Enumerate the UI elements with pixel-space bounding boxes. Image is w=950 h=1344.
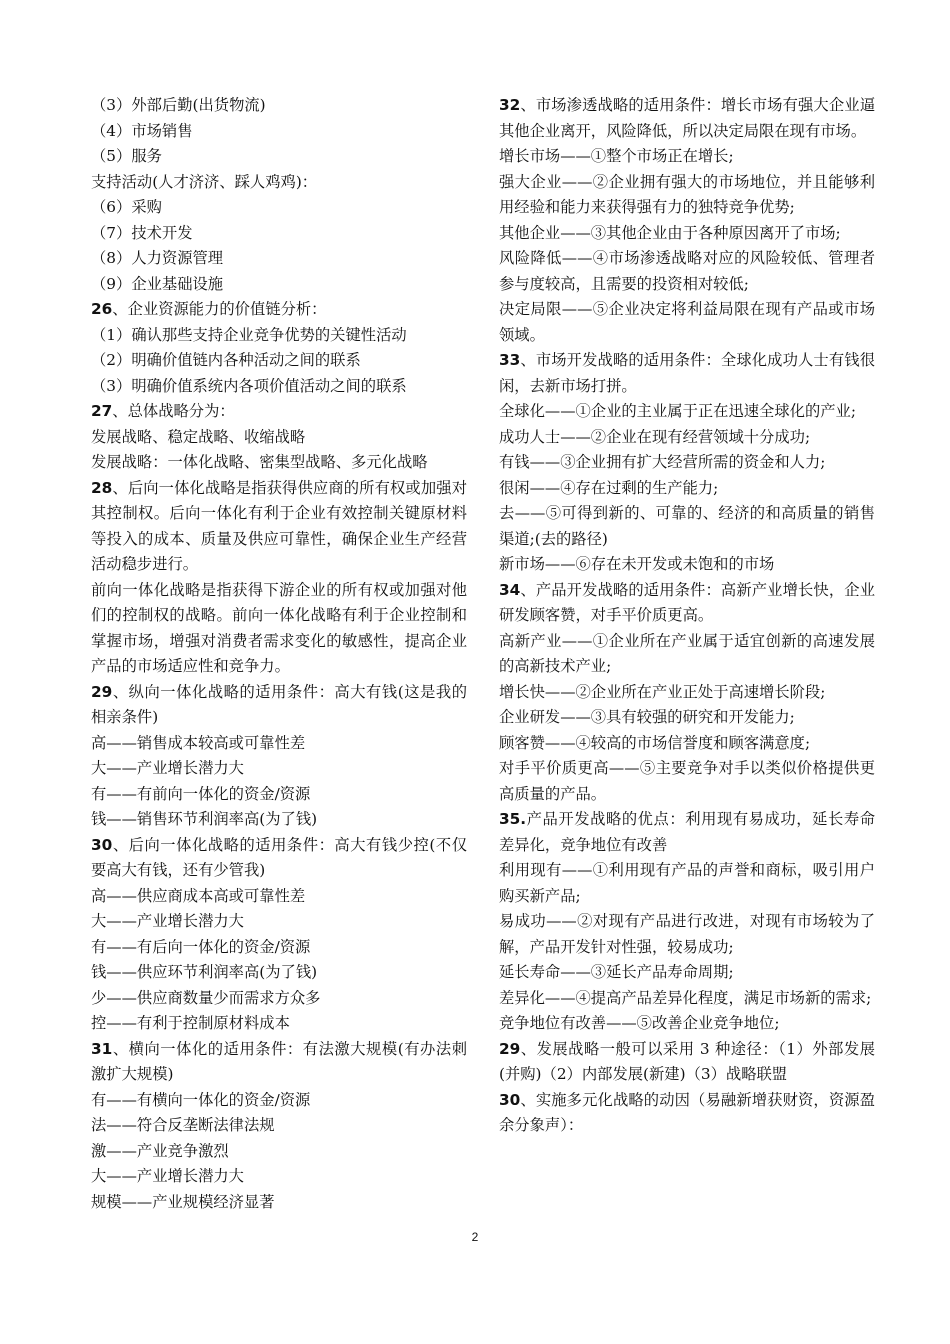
paragraph-text: 钱——供应环节利润率高(为了钱): [91, 963, 318, 981]
section-heading: [91, 833, 467, 884]
paragraph-text: 、总体战略分为：: [112, 402, 235, 420]
paragraph-text: （7）技术开发: [91, 223, 193, 242]
paragraph-text: 有钱——③企业拥有扩大经营所需的资金和人力;: [499, 453, 826, 471]
text-line: [91, 756, 467, 782]
paragraph-text: 全球化——①企业的主业属于正在迅速全球化的产业;: [499, 402, 856, 420]
paragraph-text: 去——⑤可得到新的、可靠的、经济的和高质量的销售渠道;(去的路径): [499, 504, 875, 548]
text-line: [499, 705, 875, 731]
paragraph-text: 高新产业——①企业所在产业属于适宜创新的高速发展的高新技术产业;: [499, 631, 875, 675]
paragraph-text: 钱——销售环节利润率高(为了钱): [91, 810, 318, 828]
text-line: [91, 578, 467, 680]
text-line: [499, 246, 875, 297]
section-heading: [91, 680, 467, 731]
text-line: [499, 909, 875, 960]
paragraph-text: 、企业资源能力的价值链分析：: [112, 300, 327, 318]
paragraph-text: 很闲——④存在过剩的生产能力;: [499, 478, 719, 497]
paragraph-text: 强大企业——②企业拥有强大的市场地位，并且能够利用经验和能力来获得强有力的独特竞争优势;: [499, 172, 875, 216]
paragraph-text: 支持活动(人才济济、踩人鸡鸡)：: [91, 172, 318, 191]
paragraph-text: 控——有利于控制原材料成本: [91, 1014, 290, 1032]
section-number: 35.: [499, 810, 527, 828]
paragraph-text: 顾客赞——④较高的市场信誉度和顾客满意度;: [499, 733, 811, 752]
section-number: 30: [499, 1090, 521, 1109]
paragraph-text: 利用现有——①利用现有产品的声誉和商标，吸引用户购买新产品;: [499, 861, 875, 905]
paragraph-text: 、实施多元化战略的动因（易融新增获财资，资源盈余分象声）：: [499, 1090, 875, 1134]
text-line: [91, 884, 467, 910]
section-number: 29: [499, 1039, 521, 1058]
paragraph-text: 增长市场——①整个市场正在增长;: [499, 147, 734, 165]
paragraph-text: 成功人士——②企业在现有经营领域十分成功;: [499, 427, 811, 446]
paragraph-text: （1）确认那些支持企业竞争优势的关键性活动: [91, 325, 407, 344]
paragraph-text: 前向一体化战略是指获得下游企业的所有权或加强对他们的控制权的战略。前向一体化战略有利于企业控制和掌握市场，增强对消费者需求变化的敏感性，提高企业产品的市场适应性和竞争力。: [91, 580, 467, 675]
paragraph-text: （8）人力资源管理: [91, 249, 224, 267]
text-line: [91, 1011, 467, 1037]
text-line: [91, 374, 467, 400]
page-number: 2: [471, 1230, 479, 1244]
text-line: [91, 93, 467, 119]
text-line: [499, 221, 875, 247]
paragraph-text: 、后向一体化战略是指获得供应商的所有权或加强对其控制权。后向一体化有利于企业有效控制关键原材料等投入的成本、质量及供应可靠性，确保企业生产经营活动稳步进行。: [91, 478, 467, 573]
paragraph-text: （4）市场销售: [91, 121, 193, 140]
text-line: [91, 1113, 467, 1139]
text-line: [91, 323, 467, 349]
text-line: [91, 731, 467, 757]
paragraph-text: 大——产业增长潜力大: [91, 912, 244, 930]
right-column: [499, 93, 875, 1139]
text-line: [499, 858, 875, 909]
paragraph-text: 少——供应商数量少而需求方众多: [91, 988, 321, 1007]
text-line: [499, 629, 875, 680]
section-number: 28: [91, 478, 113, 497]
paragraph-text: 有——有后向一体化的资金/资源: [91, 937, 311, 956]
text-line: [91, 807, 467, 833]
paragraph-text: 、横向一体化的适用条件：有法激大规模(有办法刺激扩大规模): [91, 1039, 467, 1083]
text-line: [91, 348, 467, 374]
section-heading: [499, 807, 875, 858]
section-number: 29: [91, 682, 113, 701]
paragraph-text: 、市场开发战略的适用条件：全球化成功人士有钱很闲，去新市场打拼。: [499, 351, 875, 395]
section-heading: [91, 399, 467, 425]
paragraph-text: 竞争地位有改善——⑤改善企业竞争地位;: [499, 1014, 780, 1032]
section-number: 30: [91, 835, 113, 854]
paragraph-text: 大——产业增长潜力大: [91, 1167, 244, 1185]
paragraph-text: 、纵向一体化战略的适用条件：高大有钱(这是我的相亲条件): [91, 682, 467, 726]
paragraph-text: 大——产业增长潜力大: [91, 759, 244, 777]
paragraph-text: 、市场渗透战略的适用条件：增长市场有强大企业逼其他企业离开，风险降低，所以决定局限在现有市场。: [499, 96, 875, 140]
section-number: 26: [91, 300, 113, 318]
paragraph-text: 产品开发战略的优点：利用现有易成功，延长寿命差异化，竞争地位有改善: [499, 810, 875, 854]
text-line: [91, 195, 467, 221]
paragraph-text: 激——产业竞争激烈: [91, 1141, 229, 1160]
paragraph-text: 发展战略、稳定战略、收缩战略: [91, 427, 306, 446]
paragraph-text: 规模——产业规模经济显著: [91, 1192, 275, 1211]
paragraph-text: 易成功——②对现有产品进行改进，对现有市场较为了解，产品开发针对性强，较易成功;: [499, 912, 875, 956]
section-number: 31: [91, 1039, 113, 1058]
text-line: [499, 756, 875, 807]
paragraph-text: （2）明确价值链内各种活动之间的联系: [91, 351, 361, 369]
text-line: [91, 119, 467, 145]
text-line: [499, 450, 875, 476]
paragraph-text: 新市场——⑥存在未开发或未饱和的市场: [499, 555, 775, 573]
paragraph-text: 对手平价质更高——⑤主要竞争对手以类似价格提供更高质量的产品。: [499, 759, 875, 803]
left-column: [91, 93, 467, 1215]
text-line: [91, 246, 467, 272]
paragraph-text: 企业研发——③具有较强的研究和开发能力;: [499, 708, 795, 726]
text-line: [499, 680, 875, 706]
text-line: [91, 170, 467, 196]
text-line: [499, 731, 875, 757]
paragraph-text: 、发展战略一般可以采用 3 种途径：（1）外部发展(并购)（2）内部发展(新建)（3）战略联盟: [499, 1039, 875, 1083]
section-heading: [499, 578, 875, 629]
paragraph-text: （6）采购: [91, 198, 162, 216]
paragraph-text: （5）服务: [91, 147, 162, 165]
text-line: [91, 144, 467, 170]
text-line: [91, 909, 467, 935]
paragraph-text: 有——有横向一体化的资金/资源: [91, 1090, 311, 1109]
text-line: [91, 1088, 467, 1114]
section-heading: [499, 1037, 875, 1088]
text-line: [499, 986, 875, 1012]
text-line: [499, 960, 875, 986]
text-line: [91, 1139, 467, 1165]
section-heading: [499, 1088, 875, 1139]
text-line: [91, 960, 467, 986]
paragraph-text: 、产品开发战略的适用条件：高新产业增长快，企业研发顾客赞，对手平价质更高。: [499, 580, 875, 624]
text-line: [499, 1011, 875, 1037]
text-line: [91, 450, 467, 476]
text-line: [499, 144, 875, 170]
text-line: [499, 501, 875, 552]
paragraph-text: 法——符合反垄断法律法规: [91, 1116, 275, 1134]
text-line: [499, 399, 875, 425]
paragraph-text: 、后向一体化战略的适用条件：高大有钱少控(不仅要高大有钱，还有少管我): [91, 835, 467, 879]
text-line: [91, 272, 467, 298]
text-line: [91, 1164, 467, 1190]
paragraph-text: 高——销售成本较高或可靠性差: [91, 733, 306, 752]
section-heading: [499, 348, 875, 399]
paragraph-text: （9）企业基础设施: [91, 274, 224, 293]
text-line: [91, 782, 467, 808]
paragraph-text: 发展战略：一体化战略、密集型战略、多元化战略: [91, 453, 428, 471]
section-number: 32: [499, 96, 521, 114]
text-line: [91, 935, 467, 961]
paragraph-text: 决定局限——⑤企业决定将利益局限在现有产品或市场领域。: [499, 300, 875, 344]
section-number: 27: [91, 402, 113, 420]
text-line: [499, 552, 875, 578]
text-line: [499, 297, 875, 348]
text-line: [91, 425, 467, 451]
paragraph-text: 其他企业——③其他企业由于各种原因离开了市场;: [499, 223, 841, 242]
text-line: [499, 476, 875, 502]
section-heading: [91, 297, 467, 323]
paragraph-text: 风险降低——④市场渗透战略对应的风险较低、管理者参与度较高，且需要的投资相对较低;: [499, 249, 875, 293]
paragraph-text: 增长快——②企业所在产业正处于高速增长阶段;: [499, 682, 826, 701]
section-number: 33: [499, 351, 521, 369]
text-line: [499, 425, 875, 451]
paragraph-text: （3）明确价值系统内各项价值活动之间的联系: [91, 376, 407, 395]
section-heading: [91, 1037, 467, 1088]
paragraph-text: 高——供应商成本高或可靠性差: [91, 886, 306, 905]
paragraph-text: 差异化——④提高产品差异化程度，满足市场新的需求;: [499, 988, 872, 1007]
section-heading: [91, 476, 467, 578]
section-number: 34: [499, 580, 521, 599]
paragraph-text: 有——有前向一体化的资金/资源: [91, 784, 311, 803]
paragraph-text: 延长寿命——③延长产品寿命周期;: [499, 963, 734, 981]
text-line: [91, 986, 467, 1012]
text-line: [91, 1190, 467, 1216]
text-line: [499, 170, 875, 221]
paragraph-text: （3）外部后勤(出货物流): [91, 96, 266, 114]
section-heading: [499, 93, 875, 144]
text-line: [91, 221, 467, 247]
